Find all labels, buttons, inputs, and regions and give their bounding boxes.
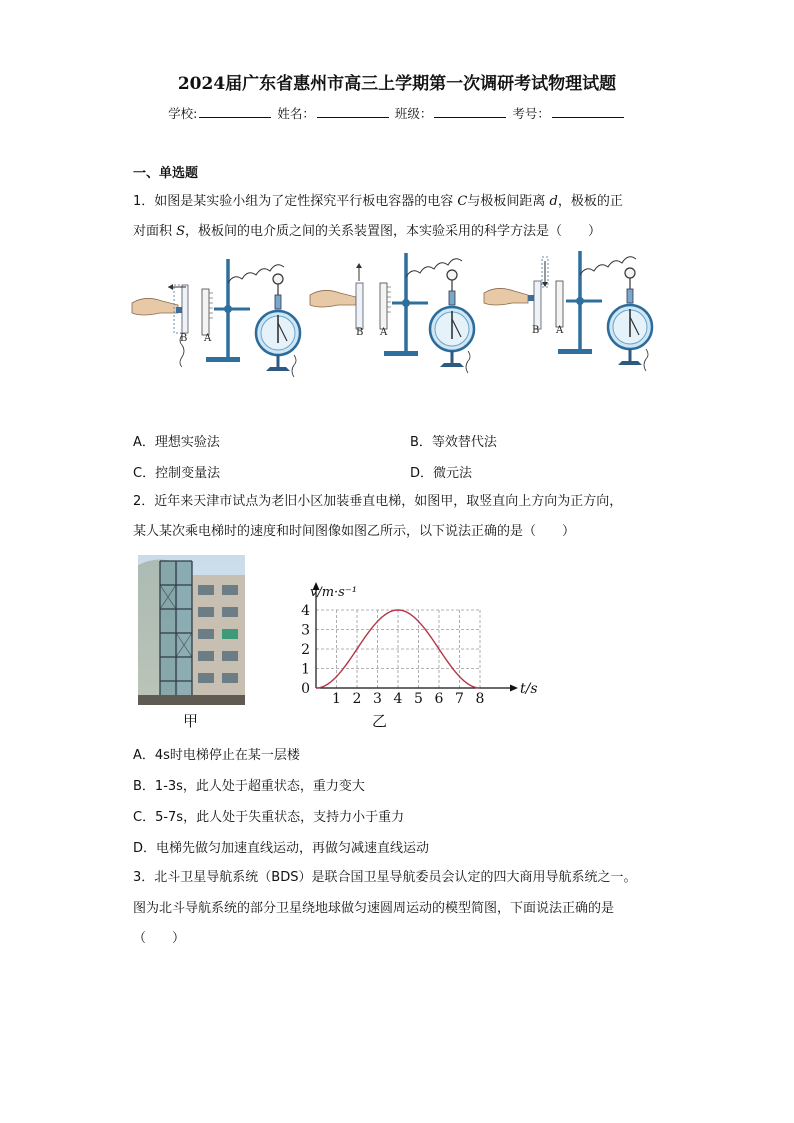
apparatus-2 (310, 253, 474, 373)
q1-text-e: ，极板间的电介质之间的关系装置图，本实验采用的科学方法是（ ） (185, 224, 602, 239)
apparatus-1 (132, 259, 300, 377)
x-axis-label: t/s (520, 681, 538, 697)
q2-photo-caption: 甲 (183, 712, 199, 730)
exam-no-blank (552, 105, 624, 118)
q2-option-d[interactable]: D．电梯先做匀加速直线运动，再做匀减速直线运动 (133, 841, 430, 856)
x-tick-label: 1 (332, 691, 341, 707)
q1-option-b[interactable]: B．等效替代法 (410, 435, 497, 450)
q1-option-c[interactable]: C．控制变量法 (133, 466, 221, 481)
x-tick-label: 5 (414, 691, 423, 707)
q2-line1: 2．近年来天津市试点为老旧小区加装垂直电梯，如图甲，取竖直向上方向为正方向， (133, 494, 623, 509)
class-label: 班级： (394, 106, 433, 121)
y-tick-label: 3 (301, 622, 310, 639)
q1-var-s: S (176, 224, 186, 239)
q2-vt-chart (280, 578, 538, 708)
q1-fig-label-a2: A (380, 327, 388, 338)
q1-option-d[interactable]: D．微元法 (410, 466, 473, 481)
y-tick-label: 2 (301, 642, 310, 658)
q1-line1 (133, 192, 623, 212)
x-tick-label: 6 (434, 691, 444, 707)
q2-chart-caption: 乙 (372, 712, 388, 730)
q1-option-a[interactable]: A．理想实验法 (133, 435, 220, 450)
q1-fig-label-b3: B (532, 325, 540, 336)
q2-option-b[interactable]: B．1-3s，此人处于超重状态，重力变大 (133, 779, 365, 794)
page-title: 2024届广东省惠州市高三上学期第一次调研考试物理试题 (177, 74, 617, 94)
q1-text-a: 1．如图是某实验小组为了定性探究平行板电容器的电容 (133, 194, 458, 209)
name-label: 姓名： (277, 106, 315, 121)
school-blank (199, 105, 271, 118)
x-tick-label: 4 (393, 691, 403, 707)
x-axis-arrow (510, 685, 518, 692)
q1-var-c: C (457, 194, 468, 209)
q1-fig-label-a3: A (556, 325, 564, 336)
x-tick-label: 2 (352, 691, 362, 707)
q1-fig-label-a1: A (204, 333, 212, 344)
apparatus-3 (484, 251, 652, 371)
q1-fig-label-b2: B (356, 327, 364, 338)
q3-line2: 图为北斗导航系统的部分卫星绕地球做匀速圆周运动的模型简图，下面说法正确的是 (133, 901, 615, 916)
q1-text-d: 对面积 (133, 224, 177, 239)
student-info-row (0, 104, 794, 122)
name-blank (317, 105, 389, 118)
y-tick-label: 4 (301, 603, 310, 619)
x-tick-label: 7 (455, 691, 464, 707)
section-title: 一、单选题 (133, 166, 199, 181)
q2-elevator-photo (138, 555, 245, 705)
x-tick-label: 8 (475, 691, 485, 707)
q3-line3: （ ） (133, 931, 186, 946)
school-label: 学校: (168, 106, 198, 121)
q1-fig-label-b1: B (180, 333, 188, 344)
q2-option-a[interactable]: A．4s时电梯停止在某一层楼 (133, 748, 300, 763)
q1-apparatus-figure (130, 255, 670, 385)
origin-label: 0 (301, 681, 310, 697)
q2-line2: 某人某次乘电梯时的速度和时间图像如图乙所示，以下说法正确的是（ ） (133, 524, 576, 539)
class-blank (434, 105, 506, 118)
x-tick-label: 3 (373, 691, 382, 707)
y-axis-label: v/m·s⁻¹ (310, 585, 357, 600)
q1-text-c: ，极板的正 (557, 194, 623, 209)
q1-text-b: 与极板间距离 (467, 194, 550, 209)
q1-var-d: d (549, 194, 558, 209)
q1-line2 (133, 222, 601, 242)
exam-no-label: 考号： (512, 106, 550, 121)
q2-option-c[interactable]: C．5-7s，此人处于失重状态，支持力小于重力 (133, 810, 405, 825)
y-tick-label: 1 (301, 661, 310, 678)
q3-line1: 3．北斗卫星导航系统（BDS）是联合国卫星导航委员会认定的四大商用导航系统之一。 (133, 870, 637, 885)
